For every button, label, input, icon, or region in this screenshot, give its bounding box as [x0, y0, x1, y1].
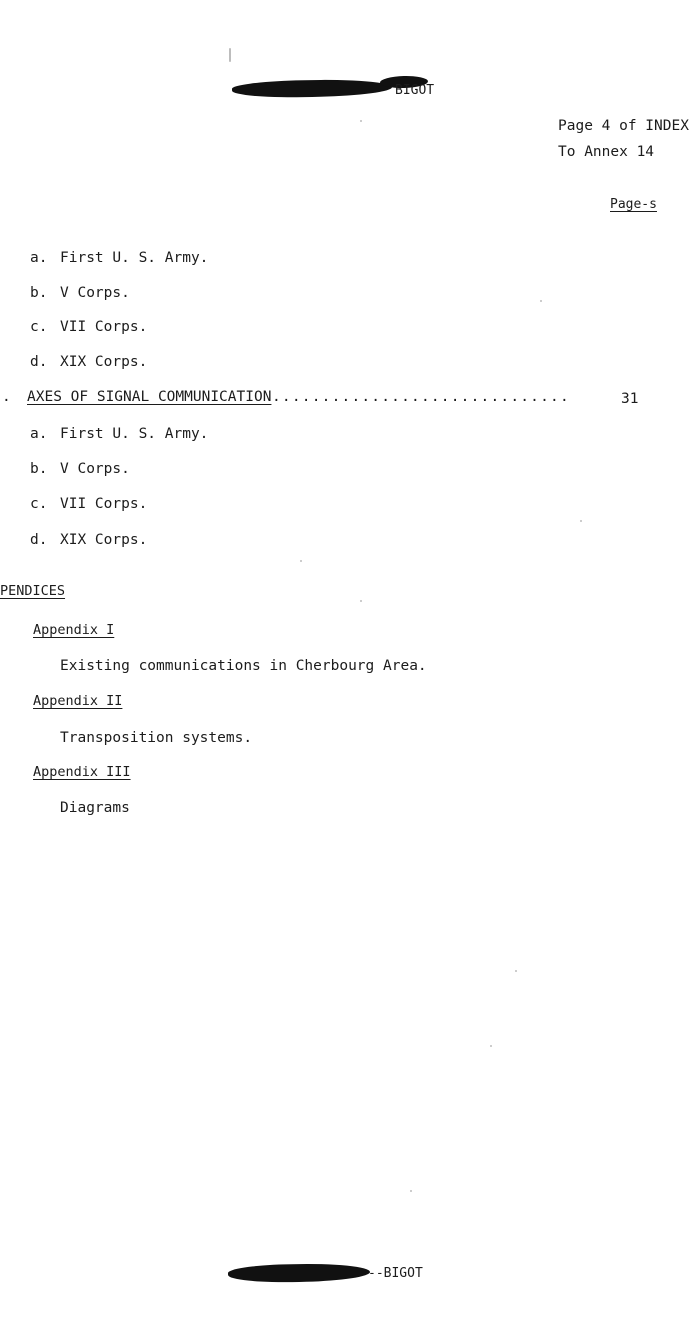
- list-item: XIX Corps.: [60, 532, 148, 548]
- appendix-title: Appendix I: [33, 622, 115, 638]
- list-item-letter: b.: [30, 285, 48, 301]
- scan-speck: [515, 970, 517, 972]
- list-item: V Corps.: [60, 461, 130, 477]
- scan-speck: [490, 1045, 492, 1047]
- page-ref-line1: Page 4 of INDEX: [558, 118, 689, 134]
- scan-speck: [360, 600, 362, 602]
- footer-classification: --BIGOT: [368, 1266, 423, 1281]
- header-classification: BIGOT: [395, 83, 435, 98]
- list-item-letter: a.: [30, 250, 48, 266]
- footer-redaction: [228, 1262, 370, 1284]
- list-item: XIX Corps.: [60, 354, 148, 370]
- appendix-title: Appendix III: [33, 764, 131, 780]
- list-item: First U. S. Army.: [60, 426, 209, 442]
- list-item: V Corps.: [60, 285, 130, 301]
- scan-speck: [229, 48, 231, 62]
- scan-speck: [410, 1190, 412, 1192]
- list-item: First U. S. Army.: [60, 250, 209, 266]
- list-item: VII Corps.: [60, 496, 148, 512]
- list-item-letter: a.: [30, 426, 48, 442]
- appendix-description: Transposition systems.: [60, 730, 253, 746]
- appendix-description: Diagrams: [60, 800, 130, 816]
- dot-leader: ..............................: [272, 389, 570, 405]
- scan-speck: [580, 520, 582, 522]
- section-bullet: .: [2, 389, 11, 405]
- section-page-number: 31: [621, 391, 639, 407]
- list-item-letter: c.: [30, 496, 48, 512]
- list-item-letter: d.: [30, 354, 48, 370]
- scan-speck: [360, 120, 362, 122]
- list-item-letter: b.: [30, 461, 48, 477]
- header-redaction: [232, 78, 392, 99]
- appendix-description: Existing communications in Cherbourg Area.: [60, 658, 427, 674]
- scan-speck: [300, 560, 302, 562]
- scan-speck: [540, 300, 542, 302]
- page-ref-line2: To Annex 14: [558, 144, 655, 160]
- pages-column-label: Page-s: [610, 197, 657, 212]
- section-title: AXES OF SIGNAL COMMUNICATION: [27, 389, 272, 405]
- list-item-letter: d.: [30, 532, 48, 548]
- appendices-heading: PENDICES: [0, 583, 66, 599]
- list-item: VII Corps.: [60, 319, 148, 335]
- appendix-title: Appendix II: [33, 693, 123, 709]
- list-item-letter: c.: [30, 319, 48, 335]
